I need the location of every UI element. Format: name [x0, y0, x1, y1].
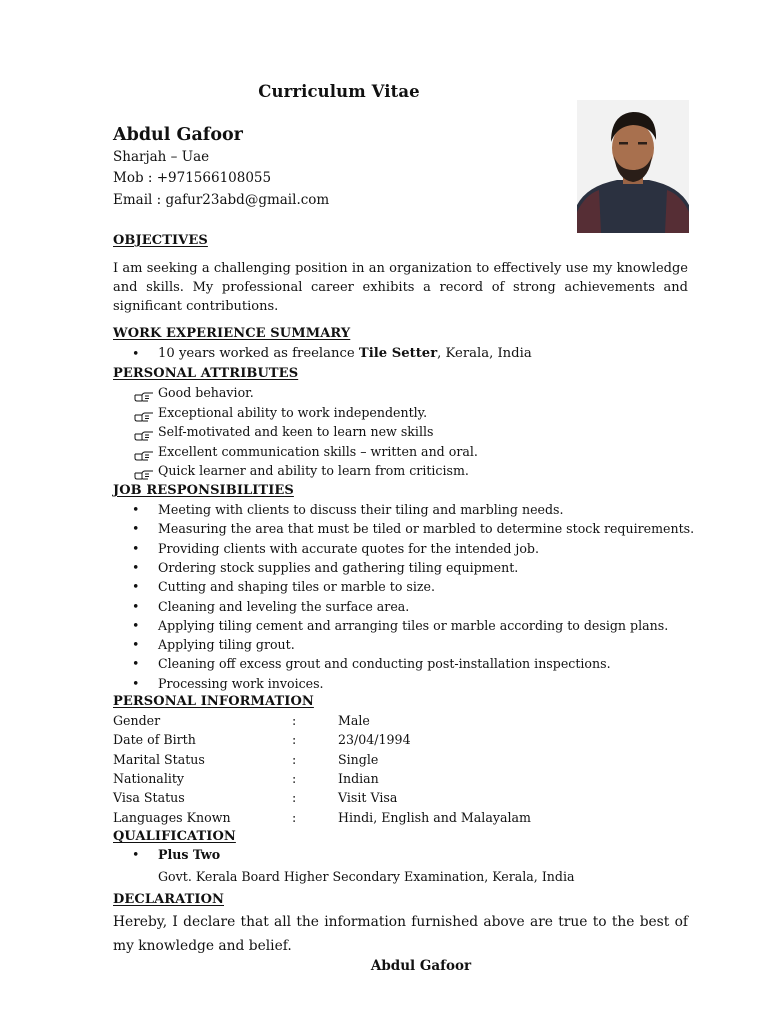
responsibility-item: Providing clients with accurate quotes for the intended job.	[158, 540, 539, 556]
bullet-icon: •	[132, 637, 140, 653]
info-value: Single	[338, 751, 379, 767]
pointing-hand-icon	[134, 407, 154, 417]
info-separator: :	[292, 713, 297, 728]
info-value: Male	[338, 713, 370, 728]
responsibility-item: Processing work invoices.	[158, 675, 324, 691]
info-label: Nationality	[113, 770, 185, 786]
bullet-icon: •	[132, 579, 140, 595]
attribute-item: Good behavior.	[158, 385, 254, 400]
responsibility-item: Measuring the area that must be tiled or marbled to determine stock requirements.	[158, 521, 695, 537]
responsibility-item: Applying tiling grout.	[158, 637, 295, 653]
attribute-item: Quick learner and ability to learn from criticism.	[158, 463, 469, 478]
qualification-detail: Govt. Kerala Board Higher Secondary Examination, Kerala, India	[158, 869, 575, 884]
pointing-hand-icon	[134, 446, 154, 456]
bullet-icon: •	[132, 502, 140, 517]
info-separator: :	[292, 770, 297, 786]
mobile-number: Mob : +971566108055	[113, 170, 272, 186]
responsibility-item: Cutting and shaping tiles or marble to size.	[158, 579, 435, 595]
bullet-icon: •	[132, 847, 140, 862]
work-experience-prefix: 10 years worked as freelance	[158, 346, 359, 361]
personal-attributes-heading: PERSONAL ATTRIBUTES	[113, 366, 299, 381]
bullet-icon: •	[132, 521, 140, 537]
bullet-icon: •	[132, 656, 140, 672]
bullet-icon: •	[132, 346, 140, 361]
bullet-icon: •	[132, 598, 140, 614]
responsibility-item: Ordering stock supplies and gathering tiling equipment.	[158, 559, 519, 575]
declaration-heading: DECLARATION	[113, 892, 224, 907]
info-label: Date of Birth	[113, 732, 196, 748]
location: Sharjah – Uae	[113, 149, 210, 165]
job-responsibilities-heading: JOB RESPONSIBILITIES	[113, 483, 294, 498]
work-experience-role: Tile Setter	[358, 346, 438, 361]
document-title: Curriculum Vitae	[258, 82, 420, 101]
bullet-icon: •	[132, 559, 140, 575]
responsibility-item: Applying tiling cement and arranging tiles or marble according to design plans.	[158, 617, 669, 633]
candidate-name: Abdul Gafoor	[113, 125, 243, 145]
signature-name: Abdul Gafoor	[370, 958, 472, 974]
attribute-item: Self-motivated and keen to learn new skills	[158, 424, 434, 439]
responsibility-item: Meeting with clients to discuss their tiling and marbling needs.	[158, 502, 564, 517]
attribute-item: Excellent communication skills – written and oral.	[158, 443, 478, 459]
info-label: Gender	[113, 713, 161, 728]
info-separator: :	[292, 790, 297, 806]
objectives-heading: OBJECTIVES	[113, 233, 208, 248]
profile-photo	[577, 100, 689, 233]
qualification-title: Plus Two	[158, 847, 221, 862]
info-label: Marital Status	[113, 751, 205, 767]
bullet-icon: •	[132, 617, 140, 633]
work-experience-suffix: , Kerala, India	[437, 346, 532, 361]
info-value: 23/04/1994	[338, 732, 411, 748]
responsibility-item: Cleaning and leveling the surface area.	[158, 598, 410, 614]
qualification-heading: QUALIFICATION	[113, 829, 236, 844]
info-label: Languages Known	[113, 809, 231, 825]
info-separator: :	[292, 751, 297, 767]
pointing-hand-icon	[134, 465, 154, 475]
bullet-icon: •	[132, 675, 140, 691]
profile-photo-drawing	[577, 100, 689, 233]
pointing-hand-icon	[134, 387, 154, 397]
responsibility-item: Cleaning off excess grout and conducting post-installation inspections.	[158, 656, 611, 672]
info-value: Hindi, English and Malayalam	[338, 809, 531, 825]
info-value: Visit Visa	[338, 790, 398, 806]
email-address: Email : gafur23abd@gmail.com	[113, 192, 330, 208]
pointing-hand-icon	[134, 426, 154, 436]
objectives-text: I am seeking a challenging position in an organization to effectively use my knowledge and skills. My professional career exhibits a record of strong achievements and significant contributions.	[113, 261, 688, 314]
attribute-item: Exceptional ability to work independently.	[158, 404, 428, 420]
declaration-text: Hereby, I declare that all the information furnished above are true to the best of my knowledge and belief.	[113, 914, 688, 954]
bullet-icon: •	[132, 540, 140, 556]
info-separator: :	[292, 732, 297, 748]
work-experience-item	[158, 346, 532, 361]
info-value: Indian	[338, 770, 379, 786]
personal-information-heading: PERSONAL INFORMATION	[113, 694, 314, 709]
work-experience-heading: WORK EXPERIENCE SUMMARY	[113, 326, 351, 341]
info-label: Visa Status	[113, 790, 185, 806]
info-separator: :	[292, 809, 297, 825]
